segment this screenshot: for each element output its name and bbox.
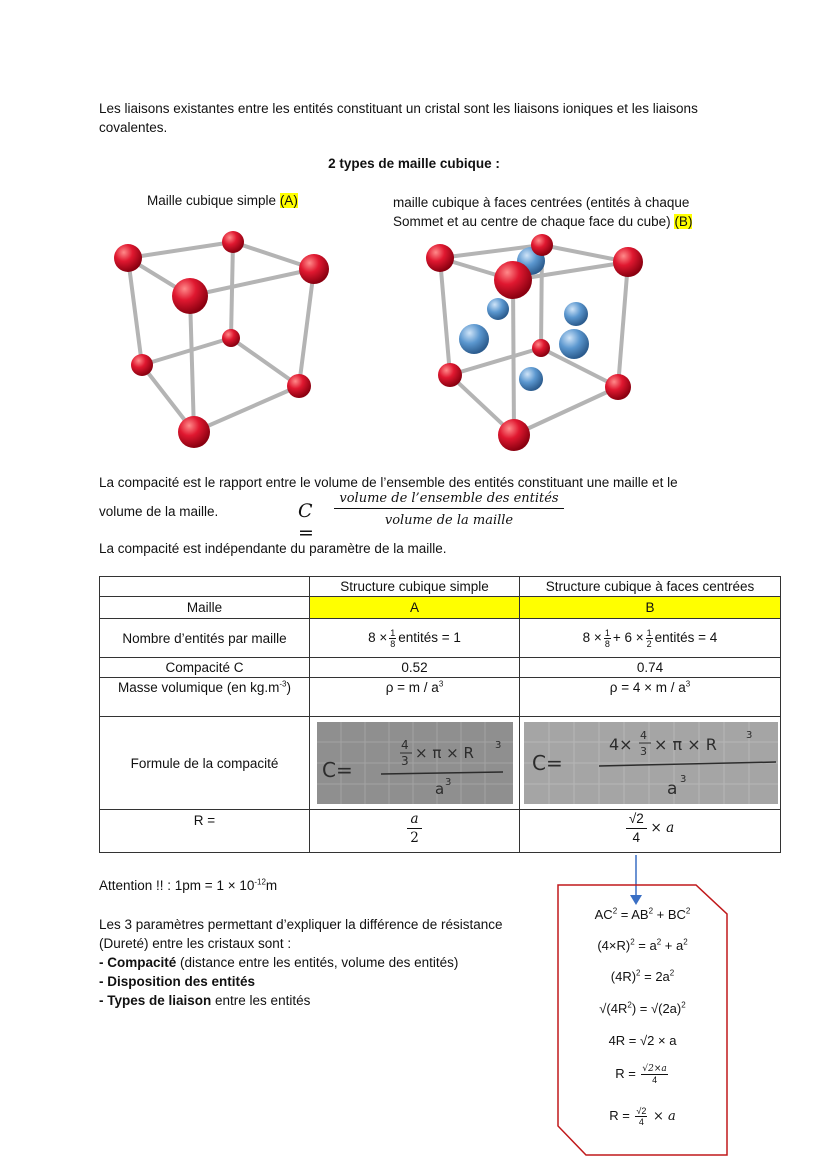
list-item: - Compacité (distance entre les entités, volume des entités) — [99, 955, 459, 970]
list-item: - Disposition des entités — [99, 974, 256, 989]
svg-text:4: 4 — [640, 729, 647, 742]
table-row — [100, 597, 781, 619]
params-intro: Les 3 paramètres permettant d’expliquer la différence de résistance (Dureté) entre les cristaux sont : — [99, 917, 503, 951]
handwritten-formula-b — [524, 722, 778, 804]
derivation-line: R = $\frac{√2\times a}{4}$ — [615, 1064, 667, 1085]
handwritten-formula-a — [317, 722, 513, 804]
svg-text:× π × R: × π × R — [654, 735, 717, 754]
derivation-line: 4R = √2 × a — [608, 1033, 677, 1048]
table-row — [100, 717, 781, 810]
formula-denominator: volume de la maille — [384, 513, 514, 528]
row-label: Nombre d’entités par maille — [100, 619, 310, 658]
svg-text:4: 4 — [400, 738, 409, 752]
header-cell — [100, 577, 310, 597]
svg-text:3: 3 — [494, 740, 501, 751]
comparison-table — [99, 576, 781, 853]
maille-a-tag: (A) — [279, 193, 298, 208]
table-row — [100, 678, 781, 717]
list-item: - Types de liaison entre les entités — [99, 993, 311, 1008]
svg-text:a: a — [434, 780, 444, 798]
svg-text:× π × R: × π × R — [414, 744, 474, 762]
table-row — [100, 658, 781, 678]
row-label: Masse volumique (en $kg.m^{-3}$) — [100, 678, 310, 717]
maille-a-label: Maille cubique simple (A) — [147, 193, 298, 208]
derivation-line: $(4R)^2 = 2a^2$ — [610, 968, 675, 984]
derivation-line: R = $\frac{√2}{4}$ × a — [609, 1106, 676, 1127]
row-label: Formule de la compacité — [100, 717, 310, 810]
row-label: Maille — [100, 597, 310, 619]
svg-text:3: 3 — [680, 774, 687, 785]
derivation-line: $(4\times R)^2 = a^2 + a^2$ — [597, 937, 688, 953]
rayon-a-cell: $\frac{a}{2}$ — [310, 810, 520, 853]
svg-text:C=: C= — [532, 751, 563, 775]
nombre-b-cell: 8 × $\frac{1}{8}$ + 6 × $\frac{1}{2}$ entités = 4 — [520, 619, 781, 658]
svg-text:3: 3 — [746, 730, 753, 741]
compacite-definition-end: volume de la maille. — [99, 504, 219, 519]
nombre-a-cell: 8 × $\frac{1}{8}$ entités = 1 — [310, 619, 520, 658]
formule-b-cell — [520, 717, 781, 810]
formula-lhs: C = — [298, 500, 314, 544]
svg-text:3: 3 — [444, 777, 451, 788]
table-header-row — [100, 577, 781, 597]
derivation-line: $AC^2 = AB^2 + BC^2$ — [594, 906, 691, 922]
svg-text:3: 3 — [400, 754, 409, 768]
table-row — [100, 619, 781, 658]
svg-text:C=: C= — [321, 758, 353, 782]
svg-text:4×: 4× — [609, 735, 633, 754]
simple-cubic-illustration — [100, 225, 345, 460]
maille-b-label: maille cubique à faces centrées (entités à chaque Sommet et au centre de chaque face du cube) (B) — [393, 195, 693, 229]
svg-text:a: a — [667, 779, 678, 799]
compacite-independence: La compacité est indépendante du paramètre de la maille. — [99, 541, 447, 556]
attention-note: Attention !! : $1pm = 1 \times 10^{-12}m$ — [99, 877, 278, 893]
maille-b-cell: B — [520, 597, 781, 619]
maille-b-tag: (B) — [674, 214, 693, 229]
svg-text:3: 3 — [640, 745, 647, 758]
formula-numerator: volume de l’ensemble des entités — [334, 491, 564, 509]
compacite-a-cell: 0.52 — [310, 658, 520, 678]
section-title: 2 types de maille cubique : — [328, 156, 500, 171]
params-section — [99, 915, 539, 1010]
compacite-definition: La compacité est le rapport entre le volume de l’ensemble des entités constituant une maille et le — [99, 475, 678, 490]
rayon-b-cell: $\frac{√2}{4} \times a$ — [520, 810, 781, 853]
masse-b-cell: $\rho = 4 \times m / a^3$ — [520, 678, 781, 717]
formule-a-cell — [310, 717, 520, 810]
compacite-b-cell: 0.74 — [520, 658, 781, 678]
intro-paragraph: Les liaisons existantes entre les entités constituant un cristal sont les liaisons ioniques et les liaisons covalentes. — [99, 101, 698, 135]
row-label: R = — [100, 810, 310, 853]
derivation-line: $√(4R^2) = √(2a)^2$ — [599, 1000, 686, 1016]
row-label: Compacité C — [100, 658, 310, 678]
lattice-rods — [128, 242, 314, 432]
header-cell: Structure cubique simple — [310, 577, 520, 597]
masse-a-cell: $\rho = m / a^3$ — [310, 678, 520, 717]
fcc-illustration — [418, 225, 648, 460]
maille-a-cell: A — [310, 597, 520, 619]
header-cell: Structure cubique à faces centrées — [520, 577, 781, 597]
table-row — [100, 810, 781, 853]
